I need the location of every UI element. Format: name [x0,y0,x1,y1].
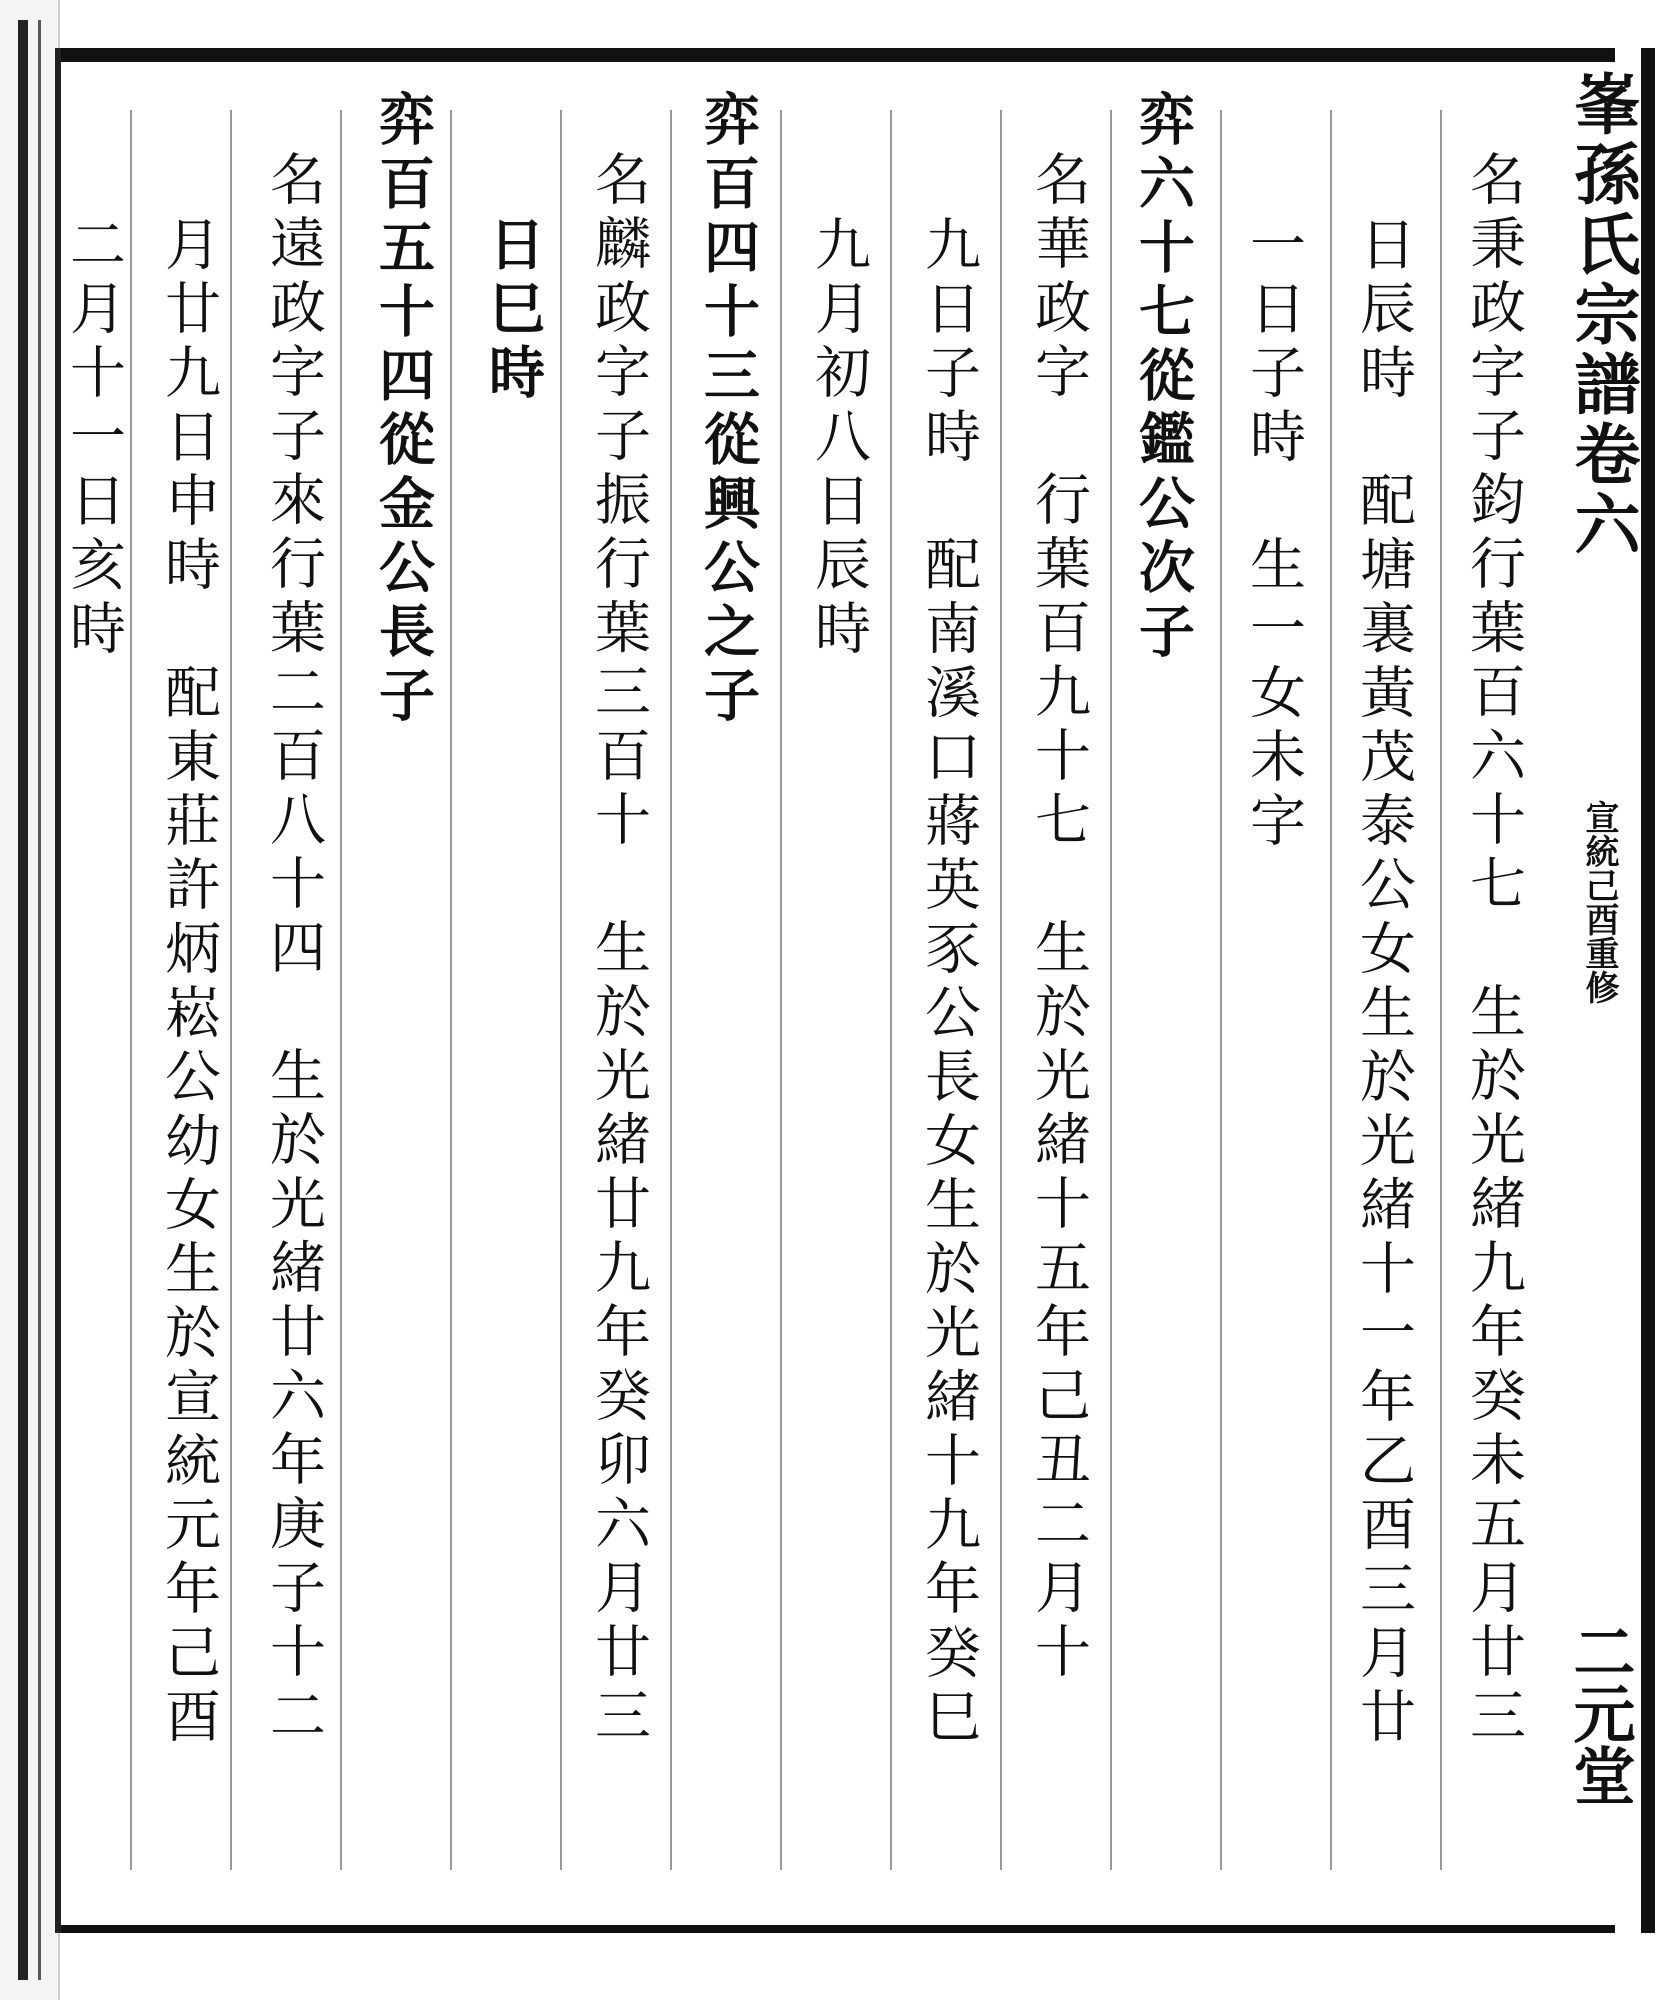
column-rule [670,110,672,1870]
text-column-9: 名麟政字子振行葉三百十 生於光緒廿九年癸卯六月廿三 [586,150,651,1750]
text-column-7: 九月初八日辰時 [806,215,871,663]
left-fold-rule-thin [38,20,41,1980]
text-column-14: 二月十一日亥時 [61,215,126,663]
frame-bottom-border [55,1925,1615,1933]
column-rule [340,110,342,1870]
folio-mark: 二元堂 [1563,1620,1636,1806]
volume-label: 卷六 [1563,420,1641,560]
column-rule [560,110,562,1870]
column-rule [1220,110,1222,1870]
book-title [1555,70,1650,560]
text-column-5: 名華政字 行葉百九十七 生於光緒十五年己丑二月十 [1026,150,1091,1686]
text-column-2: 日辰時 配塘裏黃茂泰公女生於光緒十一年乙酉三月廿 [1351,215,1416,1751]
text-column-13: 月廿九日申時 配東莊許炳崧公幼女生於宣統元年己酉 [156,215,221,1751]
text-column-12: 名遠政字子來行葉二百八十四 生於光緒廿六年庚子十二 [261,150,326,1750]
text-column-8: 弈百四十三從興公之子 [695,90,761,730]
book-title-text: 峯孫氏宗譜 [1563,70,1641,420]
edition-note: 宣統己酉重修 [1579,800,1619,1004]
frame-top-border [55,48,1615,62]
column-rule [780,110,782,1870]
text-column-3: 一日子時 生一女未字 [1241,215,1306,855]
column-rule [450,110,452,1870]
column-rule [130,110,132,1870]
text-column-1: 名秉政字子鈞行葉百六十七 生於光緒九年癸未五月廿三 [1461,150,1526,1750]
text-column-11: 弈百五十四從金公長子 [370,90,436,730]
left-page-fold [0,0,60,2000]
column-rule [1000,110,1002,1870]
text-column-10: 日巳時 [480,215,546,407]
text-column-4: 弈六十七從鑑公次子 [1130,90,1196,666]
column-rule [1110,110,1112,1870]
text-column-6: 九日子時 配南溪口蔣英豕公長女生於光緒十九年癸巳 [916,215,981,1751]
column-rule [1440,110,1442,1870]
left-fold-rule [18,20,28,1980]
column-rule [1330,110,1332,1870]
column-rule [230,110,232,1870]
column-rule [890,110,892,1870]
